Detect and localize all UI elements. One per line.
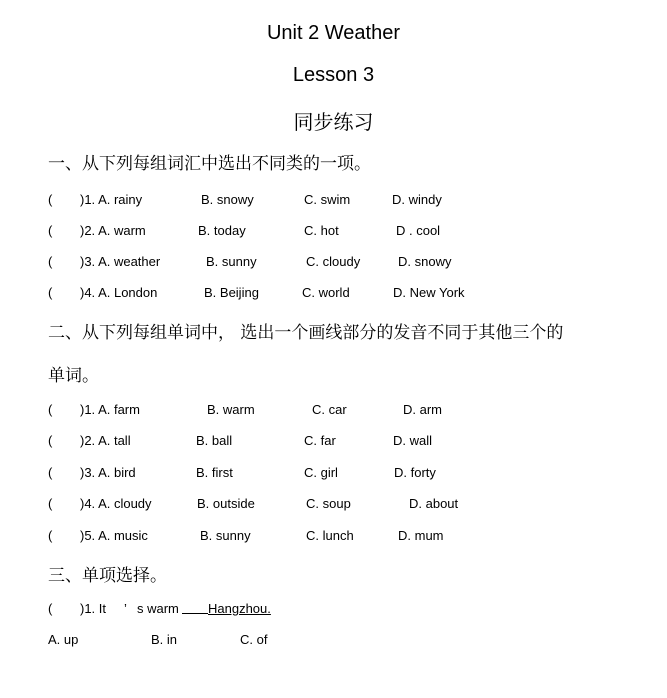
option-d: D . cool: [396, 223, 441, 238]
option-c: C. of: [240, 632, 268, 647]
option-c: C. cloudy: [306, 254, 361, 269]
option-b: B. sunny: [200, 528, 251, 543]
worksheet-subtitle: 同步练习: [293, 110, 374, 134]
option-d: D. New York: [393, 285, 465, 300]
question-stem-place: Hangzhou.: [208, 601, 271, 616]
option-b: B. first: [196, 465, 233, 480]
option-c: C. lunch: [306, 528, 354, 543]
section2-question-4: [0, 496, 667, 514]
section1-question-4: [0, 285, 667, 303]
option-d: D. snowy: [398, 254, 452, 269]
option-a: )4. A. cloudy: [80, 496, 152, 511]
option-d: D. forty: [394, 465, 436, 480]
section1-question-3: [0, 254, 667, 272]
answer-paren: (: [48, 465, 53, 480]
option-b: B. in: [151, 632, 178, 647]
answer-blank: [182, 601, 208, 617]
answer-paren: (: [48, 254, 53, 269]
option-d: D. windy: [392, 192, 442, 207]
option-c: C. far: [304, 433, 336, 448]
option-c: C. soup: [306, 496, 351, 511]
apostrophe: ’: [124, 601, 127, 616]
option-a: )3. A. weather: [80, 254, 161, 269]
answer-paren: (: [48, 285, 53, 300]
section2-question-1: [0, 402, 667, 420]
option-a: )1. A. rainy: [80, 192, 143, 207]
option-c: C. swim: [304, 192, 351, 207]
section3-heading: 三、单项选择。: [48, 566, 167, 586]
answer-paren: (: [48, 528, 53, 543]
option-a: )2. A. tall: [80, 433, 131, 448]
option-a: )4. A. London: [80, 285, 158, 300]
question-stem-start: )1. It: [80, 601, 107, 616]
option-a: )1. A. farm: [80, 402, 140, 417]
answer-paren: (: [48, 601, 53, 616]
answer-paren: (: [48, 433, 53, 448]
answer-paren: (: [48, 192, 53, 207]
option-c: C. hot: [304, 223, 339, 238]
option-d: D. mum: [398, 528, 444, 543]
option-b: B. sunny: [206, 254, 257, 269]
option-c: C. girl: [304, 465, 338, 480]
option-a: )5. A. music: [80, 528, 148, 543]
option-b: B. ball: [196, 433, 233, 448]
section1-heading: 一、从下列每组词汇中选出不同类的一项。: [48, 154, 371, 174]
option-b: B. warm: [207, 402, 255, 417]
option-d: D. arm: [403, 402, 442, 417]
option-a: )2. A. warm: [80, 223, 146, 238]
option-c: C. car: [312, 402, 347, 417]
option-b: B. snowy: [201, 192, 254, 207]
section2-heading: 二、从下列每组单词中， 选出一个画线部分的发音不同于其他三个的: [48, 323, 564, 343]
section3-question-1-options: [0, 632, 667, 650]
option-b: B. Beijing: [204, 285, 259, 300]
section1-question-2: [0, 223, 667, 241]
option-b: B. outside: [197, 496, 255, 511]
section3-question-1: [0, 601, 667, 619]
option-d: D. wall: [393, 433, 433, 448]
option-b: B. today: [198, 223, 246, 238]
option-c: C. world: [302, 285, 350, 300]
section2-question-3: [0, 465, 667, 483]
option-d: D. about: [409, 496, 459, 511]
option-a: A. up: [48, 632, 79, 647]
question-stem-middle: s warm: [137, 601, 179, 616]
lesson-title: Lesson 3: [292, 64, 375, 86]
worksheet-title: Unit 2 Weather: [266, 22, 401, 44]
answer-paren: (: [48, 402, 53, 417]
option-a: )3. A. bird: [80, 465, 136, 480]
section2-question-5: [0, 528, 667, 546]
answer-paren: (: [48, 223, 53, 238]
answer-paren: (: [48, 496, 53, 511]
section2-heading-continued: 单词。: [48, 366, 99, 386]
section2-question-2: [0, 433, 667, 451]
section1-question-1: [0, 192, 667, 210]
